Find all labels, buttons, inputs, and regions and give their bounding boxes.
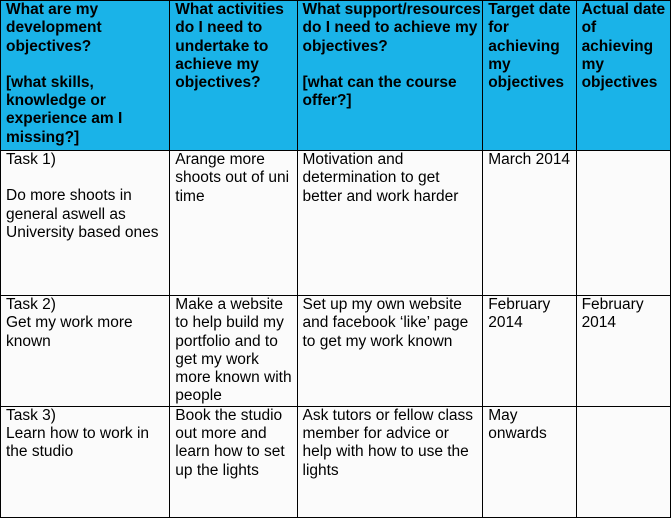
target-date-cell: February 2014	[483, 296, 576, 407]
actual-date-cell	[576, 406, 670, 517]
task-description: Get my work more known	[6, 314, 133, 350]
task-description: Learn how to work in the studio	[6, 425, 150, 461]
header-actual-date	[576, 1, 670, 151]
actual-date-cell	[576, 151, 670, 296]
header-objectives	[1, 1, 170, 151]
task-cell	[1, 406, 170, 517]
support-cell: Set up my own website and facebook ‘like’ page to get my work known	[297, 296, 483, 407]
header-support	[297, 1, 483, 151]
header-activities	[170, 1, 297, 151]
task-description: Do more shoots in general aswell as University based ones	[6, 187, 159, 241]
header-row	[1, 1, 671, 151]
target-date-cell: March 2014	[483, 151, 576, 296]
task-cell	[1, 296, 170, 407]
header-support-note: [what can the course offer?]	[302, 73, 457, 110]
header-target-date	[483, 1, 576, 151]
header-actual-date-title: Actual date of achieving my objectives	[581, 1, 666, 92]
actual-date-cell: February 2014	[576, 296, 670, 407]
activities-cell: Make a website to help build my portfolio and to get my work more known with people	[170, 296, 297, 407]
header-objectives-title: What are my development objectives?	[6, 1, 102, 55]
activities-cell: Book the studio out more and learn how to set up the lights	[170, 406, 297, 517]
task-cell	[1, 151, 170, 296]
task-label: Task 1)	[6, 151, 56, 168]
table-row	[1, 406, 671, 517]
table-row	[1, 296, 671, 407]
target-date-cell: May onwards	[483, 406, 576, 517]
task-label: Task 3)	[6, 406, 56, 424]
header-target-date-title: Target date for achieving my objectives	[488, 1, 571, 92]
header-objectives-note: [what skills, knowledge or experience am I missing?]	[6, 73, 123, 146]
support-cell: Motivation and determination to get better and work harder	[297, 151, 483, 296]
header-support-title: What support/resources do I need to achieve my objectives?	[302, 1, 481, 55]
activities-cell: Arange more shoots out of uni time	[170, 151, 297, 296]
task-label: Task 2)	[6, 296, 56, 313]
table-row	[1, 151, 671, 296]
header-activities-title: What activities do I need to undertake to achieve my objectives?	[175, 1, 284, 92]
support-cell: Ask tutors or fellow class member for advice or help with how to use the lights	[297, 406, 483, 517]
